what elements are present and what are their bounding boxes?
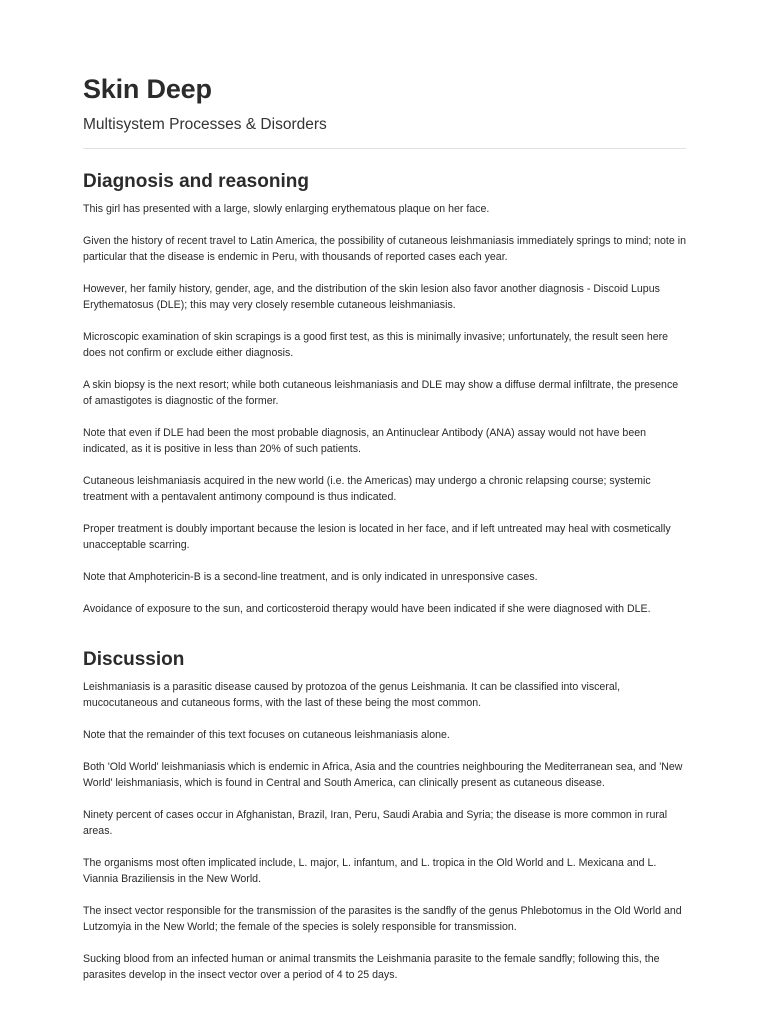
page-subtitle: Multisystem Processes & Disorders	[83, 116, 327, 133]
discussion-paragraph: The insect vector responsible for the transmission of the parasites is the sandfly of the genus Phlebotomus in the Old World and Lutzomyia in the New World; the female of the species is solely responsible for transmission.	[83, 905, 682, 933]
diagnosis-section	[83, 201, 686, 617]
diagnosis-paragraph: However, her family history, gender, age, and the distribution of the skin lesion also favor another diagnosis - Discoid Lupus Erythematosus (DLE); this may very closely resemble cutaneous leishmaniasis.	[83, 283, 660, 311]
diagnosis-heading: Diagnosis and reasoning	[83, 171, 309, 192]
diagnosis-paragraph: Avoidance of exposure to the sun, and corticosteroid therapy would have been indicated if she were diagnosed with DLE.	[83, 603, 651, 615]
discussion-paragraph: Leishmaniasis is a parasitic disease caused by protozoa of the genus Leishmania. It can be classified into visceral, mucocutaneous and cutaneous forms, with the last of these being the most common.	[83, 681, 621, 709]
diagnosis-paragraph: This girl has presented with a large, slowly enlarging erythematous plaque on her face.	[83, 203, 490, 215]
discussion-heading: Discussion	[83, 649, 185, 670]
diagnosis-paragraph: Proper treatment is doubly important because the lesion is located in her face, and if left untreated may heal with cosmetically unacceptable scarring.	[83, 523, 671, 551]
discussion-section	[83, 679, 686, 983]
diagnosis-paragraph: Note that even if DLE had been the most probable diagnosis, an Antinuclear Antibody (ANA) assay would not have been indicated, as it is positive in less than 20% of such patients.	[83, 427, 647, 455]
page-title: Skin Deep	[83, 74, 212, 104]
discussion-paragraph: Sucking blood from an infected human or animal transmits the Leishmania parasite to the female sandfly; following this, the parasites develop in the insect vector over a period of 4 to 25 days.	[83, 953, 660, 981]
discussion-paragraph: The organisms most often implicated include, L. major, L. infantum, and L. tropica in the Old World and L. Mexicana and L. Viannia Braziliensis in the New World.	[83, 857, 657, 885]
diagnosis-paragraph: A skin biopsy is the next resort; while both cutaneous leishmaniasis and DLE may show a diffuse dermal infiltrate, the presence of amastigotes is diagnostic of the former.	[83, 379, 679, 407]
diagnosis-paragraph: Microscopic examination of skin scrapings is a good first test, as this is minimally invasive; unfortunately, the result seen here does not confirm or exclude either diagnosis.	[83, 331, 669, 359]
diagnosis-paragraph: Cutaneous leishmaniasis acquired in the new world (i.e. the Americas) may undergo a chronic relapsing course; systemic treatment with a pentavalent antimony compound is thus indicated.	[83, 475, 651, 503]
diagnosis-paragraph: Note that Amphotericin-B is a second-line treatment, and is only indicated in unresponsive cases.	[83, 571, 538, 583]
diagnosis-paragraph: Given the history of recent travel to Latin America, the possibility of cutaneous leishmaniasis immediately springs to mind; note in particular that the disease is endemic in Peru, with thousands of reported cases each year.	[83, 235, 686, 263]
discussion-paragraph: Ninety percent of cases occur in Afghanistan, Brazil, Iran, Peru, Saudi Arabia and Syria; the disease is more common in rural areas.	[83, 809, 668, 837]
discussion-paragraph: Both 'Old World' leishmaniasis which is endemic in Africa, Asia and the countries neighbouring the Mediterranean sea, and 'New World' leishmaniasis, which is found in Central and South America, can clinically present as cutaneous disease.	[83, 761, 683, 789]
header-divider	[83, 148, 686, 149]
discussion-paragraph: Note that the remainder of this text focuses on cutaneous leishmaniasis alone.	[83, 729, 450, 741]
